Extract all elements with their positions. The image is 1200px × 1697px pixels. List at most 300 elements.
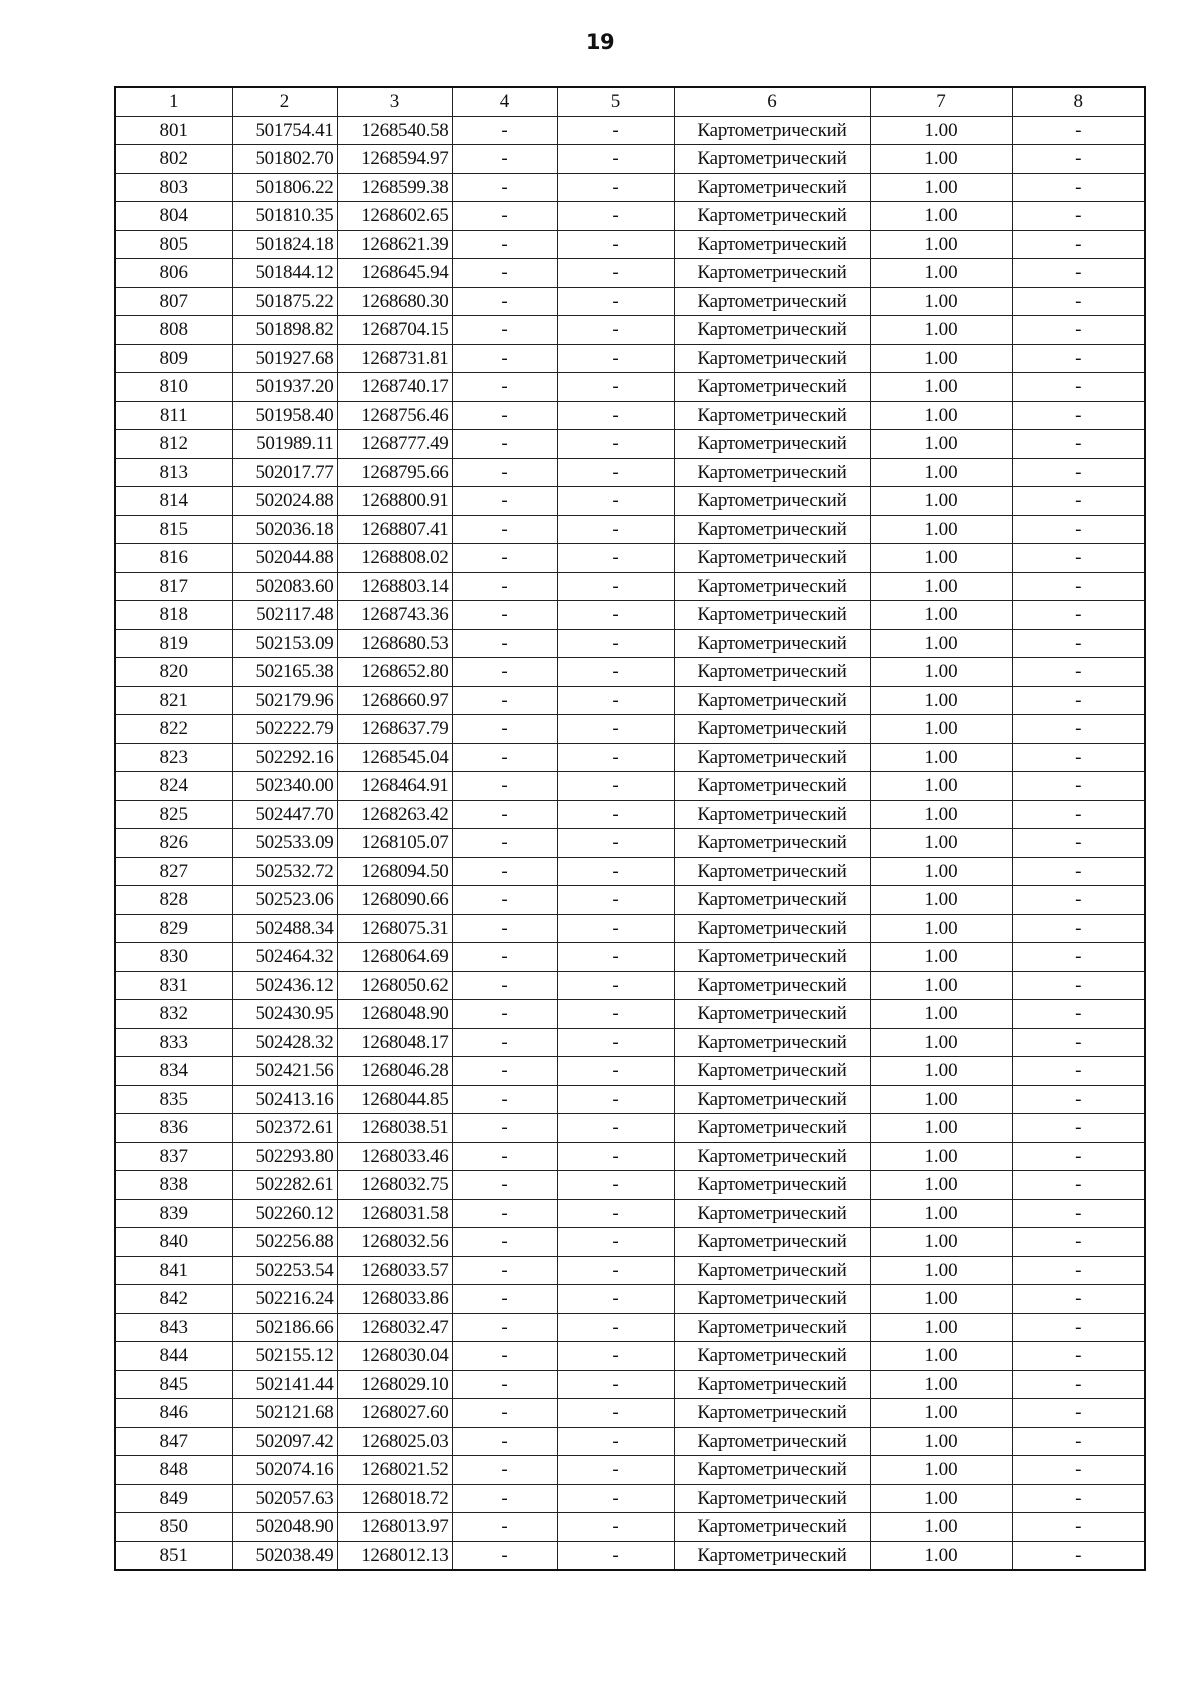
x-coordinate-cell: 502222.79 bbox=[232, 715, 337, 744]
accuracy-cell: 1.00 bbox=[870, 943, 1012, 972]
accuracy-cell: 1.00 bbox=[870, 572, 1012, 601]
column-4-cell: - bbox=[452, 971, 557, 1000]
method-cell: Картометрический bbox=[674, 800, 870, 829]
table-row bbox=[115, 1541, 1145, 1570]
point-number-cell: 814 bbox=[115, 487, 232, 516]
column-8-cell: - bbox=[1012, 544, 1145, 573]
y-coordinate-cell: 1268048.17 bbox=[337, 1028, 452, 1057]
table-row bbox=[115, 259, 1145, 288]
method-cell: Картометрический bbox=[674, 1285, 870, 1314]
x-coordinate-cell: 502057.63 bbox=[232, 1484, 337, 1513]
column-4-cell: - bbox=[452, 715, 557, 744]
column-8-cell: - bbox=[1012, 1085, 1145, 1114]
method-cell: Картометрический bbox=[674, 772, 870, 801]
column-4-cell: - bbox=[452, 116, 557, 145]
column-4-cell: - bbox=[452, 886, 557, 915]
column-4-cell: - bbox=[452, 743, 557, 772]
column-4-cell: - bbox=[452, 800, 557, 829]
accuracy-cell: 1.00 bbox=[870, 1541, 1012, 1570]
column-8-cell: - bbox=[1012, 1342, 1145, 1371]
y-coordinate-cell: 1268046.28 bbox=[337, 1057, 452, 1086]
accuracy-cell: 1.00 bbox=[870, 1142, 1012, 1171]
x-coordinate-cell: 502017.77 bbox=[232, 458, 337, 487]
column-header-8: 8 bbox=[1012, 87, 1145, 116]
method-cell: Картометрический bbox=[674, 601, 870, 630]
column-4-cell: - bbox=[452, 401, 557, 430]
table-row bbox=[115, 1313, 1145, 1342]
point-number-cell: 823 bbox=[115, 743, 232, 772]
accuracy-cell: 1.00 bbox=[870, 1456, 1012, 1485]
column-8-cell: - bbox=[1012, 1228, 1145, 1257]
column-8-cell: - bbox=[1012, 1000, 1145, 1029]
column-4-cell: - bbox=[452, 487, 557, 516]
column-8-cell: - bbox=[1012, 430, 1145, 459]
point-number-cell: 845 bbox=[115, 1370, 232, 1399]
column-8-cell: - bbox=[1012, 715, 1145, 744]
y-coordinate-cell: 1268652.80 bbox=[337, 658, 452, 687]
table-row bbox=[115, 1228, 1145, 1257]
table-body bbox=[115, 116, 1145, 1570]
column-8-cell: - bbox=[1012, 857, 1145, 886]
y-coordinate-cell: 1268032.56 bbox=[337, 1228, 452, 1257]
column-4-cell: - bbox=[452, 1342, 557, 1371]
point-number-cell: 827 bbox=[115, 857, 232, 886]
point-number-cell: 844 bbox=[115, 1342, 232, 1371]
y-coordinate-cell: 1268263.42 bbox=[337, 800, 452, 829]
column-5-cell: - bbox=[557, 1000, 674, 1029]
accuracy-cell: 1.00 bbox=[870, 1028, 1012, 1057]
column-5-cell: - bbox=[557, 1057, 674, 1086]
x-coordinate-cell: 502413.16 bbox=[232, 1085, 337, 1114]
x-coordinate-cell: 502117.48 bbox=[232, 601, 337, 630]
point-number-cell: 824 bbox=[115, 772, 232, 801]
column-4-cell: - bbox=[452, 1285, 557, 1314]
table-row bbox=[115, 145, 1145, 174]
column-8-cell: - bbox=[1012, 772, 1145, 801]
y-coordinate-cell: 1268464.91 bbox=[337, 772, 452, 801]
accuracy-cell: 1.00 bbox=[870, 914, 1012, 943]
x-coordinate-cell: 502024.88 bbox=[232, 487, 337, 516]
table-row bbox=[115, 1285, 1145, 1314]
accuracy-cell: 1.00 bbox=[870, 1085, 1012, 1114]
method-cell: Картометрический bbox=[674, 857, 870, 886]
accuracy-cell: 1.00 bbox=[870, 857, 1012, 886]
column-4-cell: - bbox=[452, 1399, 557, 1428]
x-coordinate-cell: 502421.56 bbox=[232, 1057, 337, 1086]
x-coordinate-cell: 502340.00 bbox=[232, 772, 337, 801]
y-coordinate-cell: 1268012.13 bbox=[337, 1541, 452, 1570]
point-number-cell: 834 bbox=[115, 1057, 232, 1086]
accuracy-cell: 1.00 bbox=[870, 1114, 1012, 1143]
accuracy-cell: 1.00 bbox=[870, 829, 1012, 858]
column-5-cell: - bbox=[557, 1342, 674, 1371]
column-header-4: 4 bbox=[452, 87, 557, 116]
column-5-cell: - bbox=[557, 829, 674, 858]
column-5-cell: - bbox=[557, 1028, 674, 1057]
method-cell: Картометрический bbox=[674, 1000, 870, 1029]
accuracy-cell: 1.00 bbox=[870, 1000, 1012, 1029]
y-coordinate-cell: 1268038.51 bbox=[337, 1114, 452, 1143]
column-5-cell: - bbox=[557, 800, 674, 829]
method-cell: Картометрический bbox=[674, 230, 870, 259]
column-8-cell: - bbox=[1012, 1427, 1145, 1456]
table-row bbox=[115, 373, 1145, 402]
column-5-cell: - bbox=[557, 943, 674, 972]
point-number-cell: 805 bbox=[115, 230, 232, 259]
accuracy-cell: 1.00 bbox=[870, 430, 1012, 459]
column-8-cell: - bbox=[1012, 487, 1145, 516]
column-5-cell: - bbox=[557, 1541, 674, 1570]
column-4-cell: - bbox=[452, 629, 557, 658]
x-coordinate-cell: 501824.18 bbox=[232, 230, 337, 259]
x-coordinate-cell: 502256.88 bbox=[232, 1228, 337, 1257]
method-cell: Картометрический bbox=[674, 401, 870, 430]
y-coordinate-cell: 1268602.65 bbox=[337, 202, 452, 231]
y-coordinate-cell: 1268621.39 bbox=[337, 230, 452, 259]
column-8-cell: - bbox=[1012, 1114, 1145, 1143]
column-8-cell: - bbox=[1012, 1313, 1145, 1342]
y-coordinate-cell: 1268756.46 bbox=[337, 401, 452, 430]
column-8-cell: - bbox=[1012, 1513, 1145, 1542]
column-8-cell: - bbox=[1012, 344, 1145, 373]
x-coordinate-cell: 501806.22 bbox=[232, 173, 337, 202]
point-number-cell: 804 bbox=[115, 202, 232, 231]
accuracy-cell: 1.00 bbox=[870, 259, 1012, 288]
column-8-cell: - bbox=[1012, 1256, 1145, 1285]
column-5-cell: - bbox=[557, 487, 674, 516]
table-row bbox=[115, 173, 1145, 202]
column-4-cell: - bbox=[452, 259, 557, 288]
column-header-6: 6 bbox=[674, 87, 870, 116]
y-coordinate-cell: 1268025.03 bbox=[337, 1427, 452, 1456]
y-coordinate-cell: 1268032.47 bbox=[337, 1313, 452, 1342]
method-cell: Картометрический bbox=[674, 1171, 870, 1200]
y-coordinate-cell: 1268680.53 bbox=[337, 629, 452, 658]
column-5-cell: - bbox=[557, 1399, 674, 1428]
column-5-cell: - bbox=[557, 259, 674, 288]
column-8-cell: - bbox=[1012, 373, 1145, 402]
x-coordinate-cell: 502523.06 bbox=[232, 886, 337, 915]
column-4-cell: - bbox=[452, 1085, 557, 1114]
column-8-cell: - bbox=[1012, 1541, 1145, 1570]
point-number-cell: 811 bbox=[115, 401, 232, 430]
column-4-cell: - bbox=[452, 1057, 557, 1086]
y-coordinate-cell: 1268044.85 bbox=[337, 1085, 452, 1114]
method-cell: Картометрический bbox=[674, 1427, 870, 1456]
table-row bbox=[115, 1171, 1145, 1200]
column-8-cell: - bbox=[1012, 287, 1145, 316]
column-header-2: 2 bbox=[232, 87, 337, 116]
column-4-cell: - bbox=[452, 829, 557, 858]
column-8-cell: - bbox=[1012, 943, 1145, 972]
x-coordinate-cell: 502260.12 bbox=[232, 1199, 337, 1228]
y-coordinate-cell: 1268795.66 bbox=[337, 458, 452, 487]
column-4-cell: - bbox=[452, 658, 557, 687]
column-8-cell: - bbox=[1012, 173, 1145, 202]
column-8-cell: - bbox=[1012, 316, 1145, 345]
accuracy-cell: 1.00 bbox=[870, 401, 1012, 430]
point-number-cell: 848 bbox=[115, 1456, 232, 1485]
column-4-cell: - bbox=[452, 1142, 557, 1171]
table-row bbox=[115, 202, 1145, 231]
column-8-cell: - bbox=[1012, 1171, 1145, 1200]
point-number-cell: 802 bbox=[115, 145, 232, 174]
method-cell: Картометрический bbox=[674, 202, 870, 231]
point-number-cell: 819 bbox=[115, 629, 232, 658]
column-4-cell: - bbox=[452, 914, 557, 943]
table-row bbox=[115, 800, 1145, 829]
y-coordinate-cell: 1268105.07 bbox=[337, 829, 452, 858]
column-4-cell: - bbox=[452, 572, 557, 601]
y-coordinate-cell: 1268032.75 bbox=[337, 1171, 452, 1200]
table-row bbox=[115, 430, 1145, 459]
point-number-cell: 846 bbox=[115, 1399, 232, 1428]
column-4-cell: - bbox=[452, 1513, 557, 1542]
accuracy-cell: 1.00 bbox=[870, 1427, 1012, 1456]
x-coordinate-cell: 502532.72 bbox=[232, 857, 337, 886]
table-row bbox=[115, 487, 1145, 516]
accuracy-cell: 1.00 bbox=[870, 1057, 1012, 1086]
column-header-7: 7 bbox=[870, 87, 1012, 116]
column-header-5: 5 bbox=[557, 87, 674, 116]
x-coordinate-cell: 501844.12 bbox=[232, 259, 337, 288]
column-5-cell: - bbox=[557, 344, 674, 373]
column-4-cell: - bbox=[452, 601, 557, 630]
column-5-cell: - bbox=[557, 1313, 674, 1342]
method-cell: Картометрический bbox=[674, 686, 870, 715]
x-coordinate-cell: 501754.41 bbox=[232, 116, 337, 145]
column-8-cell: - bbox=[1012, 743, 1145, 772]
accuracy-cell: 1.00 bbox=[870, 316, 1012, 345]
accuracy-cell: 1.00 bbox=[870, 344, 1012, 373]
column-5-cell: - bbox=[557, 430, 674, 459]
column-5-cell: - bbox=[557, 116, 674, 145]
x-coordinate-cell: 502430.95 bbox=[232, 1000, 337, 1029]
column-5-cell: - bbox=[557, 743, 674, 772]
column-5-cell: - bbox=[557, 1370, 674, 1399]
method-cell: Картометрический bbox=[674, 287, 870, 316]
accuracy-cell: 1.00 bbox=[870, 658, 1012, 687]
x-coordinate-cell: 502044.88 bbox=[232, 544, 337, 573]
accuracy-cell: 1.00 bbox=[870, 458, 1012, 487]
method-cell: Картометрический bbox=[674, 1228, 870, 1257]
table-row bbox=[115, 1085, 1145, 1114]
x-coordinate-cell: 501958.40 bbox=[232, 401, 337, 430]
table-row bbox=[115, 857, 1145, 886]
y-coordinate-cell: 1268027.60 bbox=[337, 1399, 452, 1428]
accuracy-cell: 1.00 bbox=[870, 116, 1012, 145]
column-5-cell: - bbox=[557, 1142, 674, 1171]
column-5-cell: - bbox=[557, 914, 674, 943]
column-4-cell: - bbox=[452, 202, 557, 231]
x-coordinate-cell: 501810.35 bbox=[232, 202, 337, 231]
method-cell: Картометрический bbox=[674, 1114, 870, 1143]
column-8-cell: - bbox=[1012, 1399, 1145, 1428]
x-coordinate-cell: 501989.11 bbox=[232, 430, 337, 459]
column-4-cell: - bbox=[452, 1199, 557, 1228]
accuracy-cell: 1.00 bbox=[870, 287, 1012, 316]
column-4-cell: - bbox=[452, 344, 557, 373]
point-number-cell: 829 bbox=[115, 914, 232, 943]
point-number-cell: 838 bbox=[115, 1171, 232, 1200]
column-5-cell: - bbox=[557, 145, 674, 174]
point-number-cell: 812 bbox=[115, 430, 232, 459]
column-8-cell: - bbox=[1012, 1028, 1145, 1057]
coordinates-table bbox=[114, 86, 1146, 1571]
method-cell: Картометрический bbox=[674, 886, 870, 915]
table-row bbox=[115, 914, 1145, 943]
column-5-cell: - bbox=[557, 629, 674, 658]
y-coordinate-cell: 1268029.10 bbox=[337, 1370, 452, 1399]
accuracy-cell: 1.00 bbox=[870, 772, 1012, 801]
column-4-cell: - bbox=[452, 515, 557, 544]
table-row bbox=[115, 1114, 1145, 1143]
table-row bbox=[115, 715, 1145, 744]
y-coordinate-cell: 1268094.50 bbox=[337, 857, 452, 886]
column-8-cell: - bbox=[1012, 230, 1145, 259]
point-number-cell: 803 bbox=[115, 173, 232, 202]
table-row bbox=[115, 401, 1145, 430]
accuracy-cell: 1.00 bbox=[870, 1342, 1012, 1371]
x-coordinate-cell: 502372.61 bbox=[232, 1114, 337, 1143]
table-row bbox=[115, 1199, 1145, 1228]
x-coordinate-cell: 502293.80 bbox=[232, 1142, 337, 1171]
table-row bbox=[115, 772, 1145, 801]
column-5-cell: - bbox=[557, 401, 674, 430]
y-coordinate-cell: 1268013.97 bbox=[337, 1513, 452, 1542]
table-row bbox=[115, 1000, 1145, 1029]
accuracy-cell: 1.00 bbox=[870, 1256, 1012, 1285]
point-number-cell: 835 bbox=[115, 1085, 232, 1114]
column-8-cell: - bbox=[1012, 800, 1145, 829]
column-8-cell: - bbox=[1012, 1057, 1145, 1086]
table-row bbox=[115, 1399, 1145, 1428]
table-row bbox=[115, 572, 1145, 601]
column-header-1: 1 bbox=[115, 87, 232, 116]
y-coordinate-cell: 1268777.49 bbox=[337, 430, 452, 459]
point-number-cell: 840 bbox=[115, 1228, 232, 1257]
method-cell: Картометрический bbox=[674, 914, 870, 943]
accuracy-cell: 1.00 bbox=[870, 487, 1012, 516]
x-coordinate-cell: 502447.70 bbox=[232, 800, 337, 829]
method-cell: Картометрический bbox=[674, 373, 870, 402]
column-4-cell: - bbox=[452, 943, 557, 972]
column-4-cell: - bbox=[452, 772, 557, 801]
table-row bbox=[115, 601, 1145, 630]
column-5-cell: - bbox=[557, 886, 674, 915]
column-5-cell: - bbox=[557, 1171, 674, 1200]
column-8-cell: - bbox=[1012, 829, 1145, 858]
accuracy-cell: 1.00 bbox=[870, 601, 1012, 630]
accuracy-cell: 1.00 bbox=[870, 1285, 1012, 1314]
column-4-cell: - bbox=[452, 544, 557, 573]
y-coordinate-cell: 1268731.81 bbox=[337, 344, 452, 373]
accuracy-cell: 1.00 bbox=[870, 544, 1012, 573]
table-row bbox=[115, 1513, 1145, 1542]
y-coordinate-cell: 1268075.31 bbox=[337, 914, 452, 943]
y-coordinate-cell: 1268021.52 bbox=[337, 1456, 452, 1485]
column-5-cell: - bbox=[557, 1285, 674, 1314]
column-8-cell: - bbox=[1012, 601, 1145, 630]
table-row bbox=[115, 544, 1145, 573]
x-coordinate-cell: 502048.90 bbox=[232, 1513, 337, 1542]
y-coordinate-cell: 1268033.46 bbox=[337, 1142, 452, 1171]
method-cell: Картометрический bbox=[674, 829, 870, 858]
table-row bbox=[115, 686, 1145, 715]
column-4-cell: - bbox=[452, 1114, 557, 1143]
column-8-cell: - bbox=[1012, 1456, 1145, 1485]
table-row bbox=[115, 1057, 1145, 1086]
x-coordinate-cell: 502097.42 bbox=[232, 1427, 337, 1456]
column-8-cell: - bbox=[1012, 1142, 1145, 1171]
point-number-cell: 815 bbox=[115, 515, 232, 544]
x-coordinate-cell: 502292.16 bbox=[232, 743, 337, 772]
method-cell: Картометрический bbox=[674, 344, 870, 373]
column-4-cell: - bbox=[452, 173, 557, 202]
column-5-cell: - bbox=[557, 1513, 674, 1542]
y-coordinate-cell: 1268599.38 bbox=[337, 173, 452, 202]
method-cell: Картометрический bbox=[674, 1541, 870, 1570]
column-8-cell: - bbox=[1012, 572, 1145, 601]
column-4-cell: - bbox=[452, 1000, 557, 1029]
column-8-cell: - bbox=[1012, 629, 1145, 658]
point-number-cell: 821 bbox=[115, 686, 232, 715]
column-4-cell: - bbox=[452, 287, 557, 316]
table-row bbox=[115, 1456, 1145, 1485]
method-cell: Картометрический bbox=[674, 487, 870, 516]
column-8-cell: - bbox=[1012, 145, 1145, 174]
column-8-cell: - bbox=[1012, 658, 1145, 687]
table-row bbox=[115, 943, 1145, 972]
y-coordinate-cell: 1268680.30 bbox=[337, 287, 452, 316]
column-5-cell: - bbox=[557, 173, 674, 202]
column-8-cell: - bbox=[1012, 1484, 1145, 1513]
column-4-cell: - bbox=[452, 145, 557, 174]
column-5-cell: - bbox=[557, 202, 674, 231]
table-row bbox=[115, 1370, 1145, 1399]
column-5-cell: - bbox=[557, 1228, 674, 1257]
point-number-cell: 832 bbox=[115, 1000, 232, 1029]
method-cell: Картометрический bbox=[674, 430, 870, 459]
column-8-cell: - bbox=[1012, 1199, 1145, 1228]
point-number-cell: 843 bbox=[115, 1313, 232, 1342]
column-8-cell: - bbox=[1012, 914, 1145, 943]
column-5-cell: - bbox=[557, 658, 674, 687]
accuracy-cell: 1.00 bbox=[870, 515, 1012, 544]
method-cell: Картометрический bbox=[674, 1456, 870, 1485]
method-cell: Картометрический bbox=[674, 971, 870, 1000]
point-number-cell: 808 bbox=[115, 316, 232, 345]
x-coordinate-cell: 502038.49 bbox=[232, 1541, 337, 1570]
method-cell: Картометрический bbox=[674, 316, 870, 345]
column-5-cell: - bbox=[557, 1199, 674, 1228]
method-cell: Картометрический bbox=[674, 1085, 870, 1114]
column-4-cell: - bbox=[452, 230, 557, 259]
x-coordinate-cell: 502165.38 bbox=[232, 658, 337, 687]
accuracy-cell: 1.00 bbox=[870, 743, 1012, 772]
column-4-cell: - bbox=[452, 1228, 557, 1257]
method-cell: Картометрический bbox=[674, 1256, 870, 1285]
method-cell: Картометрический bbox=[674, 458, 870, 487]
point-number-cell: 837 bbox=[115, 1142, 232, 1171]
column-5-cell: - bbox=[557, 287, 674, 316]
table-row bbox=[115, 971, 1145, 1000]
table-row bbox=[115, 629, 1145, 658]
column-5-cell: - bbox=[557, 1456, 674, 1485]
accuracy-cell: 1.00 bbox=[870, 686, 1012, 715]
column-header-3: 3 bbox=[337, 87, 452, 116]
table-row bbox=[115, 116, 1145, 145]
